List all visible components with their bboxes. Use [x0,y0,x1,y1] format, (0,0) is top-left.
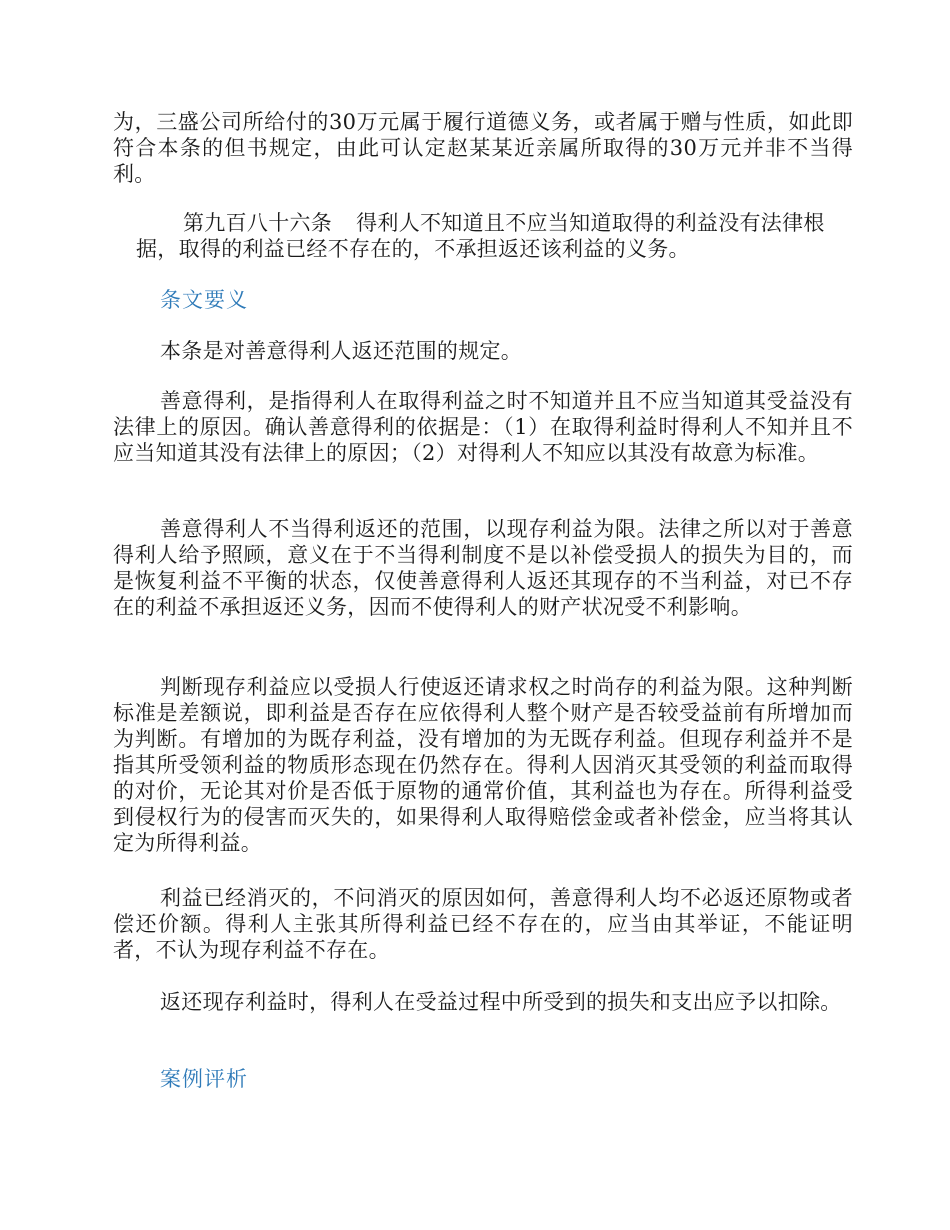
paragraph-existing-benefit: 判断现存利益应以受损人行使返还请求权之时尚存的利益为限。这种判断标准是差额说，即利益是否存在应依得利人整个财产是否较受益前有所增加而为判断。有增加的为既存利益，没有增加的为无既存利益。但现存利益并不是指其所受领利益的物质形态现在仍然存在。得利人因消灭其受领的利益而取得的对价，无论其对价是否低于原物的通常价值，其利益也为存在。所得利益受到侵权行为的侵害而灭失的，如果得利人取得赔偿金或者补偿金，应当将其认定为所得利益。 [113,675,853,855]
section-heading-interpretation: 条文要义 [160,288,248,312]
paragraph-deduction: 返还现存利益时，得利人在受益过程中所受到的损失和支出应予以扣除。 [160,990,842,1014]
paragraph-scope: 本条是对善意得利人返还范围的规定。 [160,339,523,363]
article-number: 第九百八十六条 [183,211,333,235]
paragraph-return-scope: 善意得利人不当得利返还的范围，以现存利益为限。法律之所以对于善意得利人给予照顾，意义在于不当得利制度不是以补偿受损人的损失为目的，而是恢复利益不平衡的状态，仅使善意得利人返还其现存的不当利益，对已不存在的利益不承担返还义务，因而不使得利人的财产状况受不利影响。 [113,517,853,619]
article-986 [136,210,826,262]
section-heading-case-analysis: 案例评析 [160,1067,248,1091]
paragraph-continuation: 为，三盛公司所给付的30万元属于履行道德义务，或者属于赠与性质，如此即符合本条的但书规定，由此可认定赵某某近亲属所取得的30万元并非不当得利。 [113,110,853,186]
paragraph-benefit-extinguished: 利益已经消灭的，不问消灭的原因如何，善意得利人均不必返还原物或者偿还价额。得利人主张其所得利益已经不存在的，应当由其举证，不能证明者，不认为现存利益不存在。 [113,886,853,962]
paragraph-good-faith-definition: 善意得利，是指得利人在取得利益之时不知道并且不应当知道其受益没有法律上的原因。确认善意得利的依据是：（1）在取得利益时得利人不知并且不应当知道其没有法律上的原因；（2）对得利人不知应以其没有故意为标准。 [113,389,853,465]
article-text: 得利人不知道且不应当知道取得的利益没有法律根据，取得的利益已经不存在的，不承担返还该利益的义务。 [136,211,825,261]
